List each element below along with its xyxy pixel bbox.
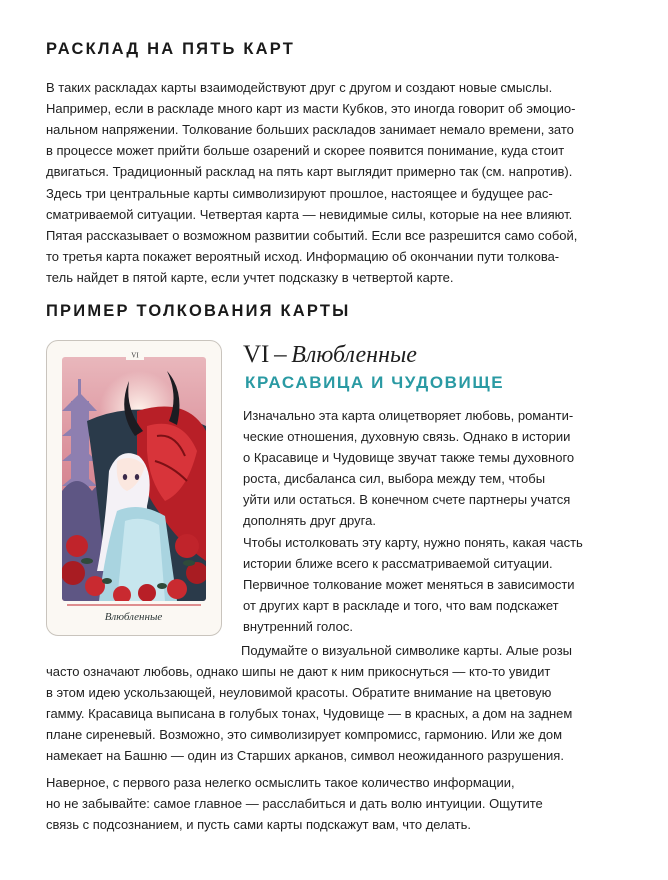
text-line: сматриваемой ситуации. Четвертая карта — невидимые силы, которые на нее влияют.: [46, 207, 573, 222]
text-line: ческие отношения, духовную связь. Однако в истории: [243, 429, 571, 444]
text-line: дополнять друг друга.: [243, 513, 376, 528]
paragraph-five-card-intro: [46, 77, 575, 182]
text-line: Пятая рассказывает о возможном развитии событий. Если все разрешится само собой,: [46, 228, 578, 243]
paragraph-closing: [46, 772, 543, 835]
text-line: Чтобы истолковать эту карту, нужно понять, какая часть: [243, 535, 583, 550]
text-line: в процессе может прийти больше озарений и скорее появится понимание, куда стоит: [46, 143, 565, 158]
text-line: внутренний голос.: [243, 619, 353, 634]
text-line: тель найдет в пятой карте, если учтет подсказку в четвертой карте.: [46, 270, 454, 285]
text-line: намекает на Башню — один из Старших арканов, символ неожиданного разрушения.: [46, 748, 564, 763]
paragraph-card-interpretation: [243, 532, 583, 637]
text-line: плане сиреневый. Возможно, это символизирует компромисс, гармонию. Или же дом: [46, 727, 563, 742]
text-line: Например, если в раскладе много карт из масти Кубков, это иногда говорит об эмоцио-: [46, 101, 576, 116]
paragraph-symbolism-first-line: [241, 640, 572, 661]
text-line: Наверное, с первого раза нелегко осмыслить такое количество информации,: [46, 775, 515, 790]
paragraph-card-meaning: [243, 405, 574, 531]
text-line: часто означают любовь, однако шипы не дают к ним прикоснуться — кто-то увидит: [46, 664, 551, 679]
paragraph-symbolism: [46, 661, 572, 766]
paragraph-five-card-meaning: [46, 183, 577, 288]
card-title-number: VI: [243, 341, 270, 368]
section-heading-card-example: ПРИМЕР ТОЛКОВАНИЯ КАРТЫ: [46, 302, 351, 320]
tarot-card-lovers: [46, 340, 222, 636]
text-line: Подумайте о визуальной символике карты. Алые розы: [241, 643, 573, 658]
text-line: В таких раскладах карты взаимодействуют друг с другом и создают новые смыслы.: [46, 80, 553, 95]
text-line: то третья карта покажет вероятный исход. Информацию об окончании пути толкова-: [46, 249, 560, 264]
text-line: Здесь три центральные карты символизируют прошлое, настоящее и будущее рас-: [46, 186, 553, 201]
text-line: от других карт в раскладе и того, что вам подскажет: [243, 598, 559, 613]
card-caption: Влюбленные: [104, 611, 163, 623]
text-line: уйти или остаться. В конечном счете партнеры учатся: [243, 492, 571, 507]
text-line: истории ближе всего к рассматриваемой ситуации.: [243, 556, 553, 571]
card-title: [243, 341, 417, 369]
section-heading-five-card-spread: РАСКЛАД НА ПЯТЬ КАРТ: [46, 40, 296, 58]
text-line: о Красавице и Чудовище звучат также темы духовного: [243, 450, 575, 465]
card-roman-numeral: VI: [131, 351, 139, 360]
text-line: нальном напряжении. Толкование больших раскладов занимает немало времени, зато: [46, 122, 574, 137]
text-line: Изначально эта карта олицетворяет любовь, романти-: [243, 408, 574, 423]
card-title-name: Влюбленные: [291, 342, 417, 368]
text-line: гамму. Красавица выписана в голубых тонах, Чудовище — в красных, а дом на заднем: [46, 706, 573, 721]
text-line: связь с подсознанием, и пусть сами карты подскажут вам, что делать.: [46, 817, 471, 832]
card-title-dash: –: [274, 341, 287, 368]
text-line: роста, дисбаланса сил, выбора между тем, чтобы: [243, 471, 546, 486]
card-subtitle: КРАСАВИЦА И ЧУДОВИЩЕ: [245, 373, 505, 392]
text-line: двигаться. Традиционный расклад на пять карт выглядит примерно так (см. напротив).: [46, 164, 573, 179]
card-illustration: [47, 341, 223, 637]
text-line: в этом идею ускользающей, неуловимой красоты. Обратите внимание на цветовую: [46, 685, 552, 700]
text-line: Первичное толкование может меняться в зависимости: [243, 577, 575, 592]
text-line: но не забывайте: самое главное — расслабиться и дать волю интуиции. Ощутите: [46, 796, 543, 811]
